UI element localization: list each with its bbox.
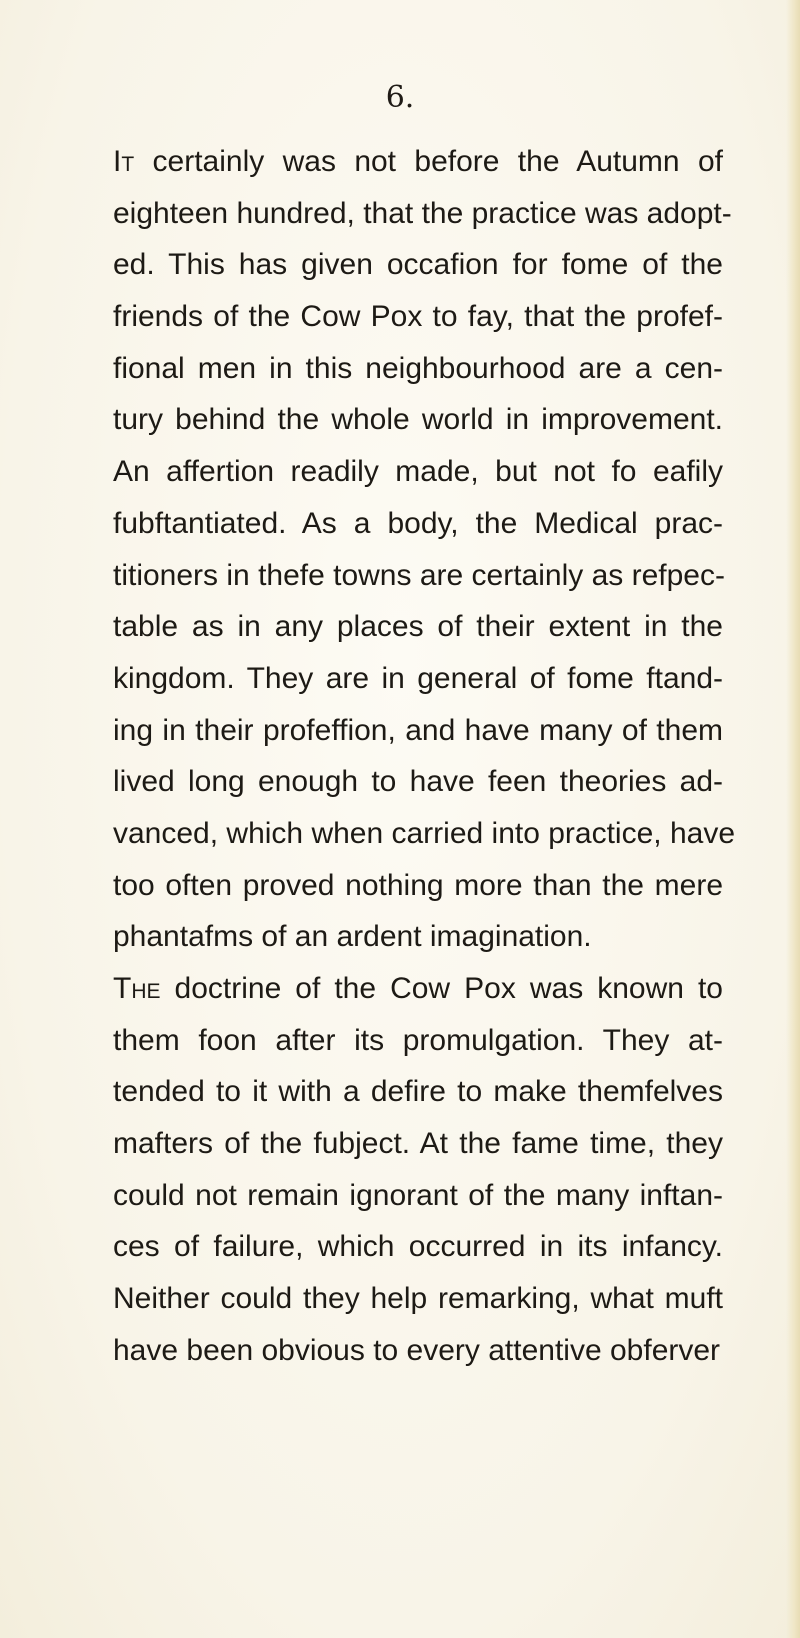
paragraph-1-line-9: titioners in thefe towns are certainly as refpec- <box>113 558 725 592</box>
paragraph-1-line-10: table as in any places of their extent in the <box>113 610 723 644</box>
paragraph-1-line-14: vanced, which when carried into practice, have <box>113 816 736 850</box>
page-edge-shadow <box>786 0 800 1638</box>
paragraph-1-line-6: tury behind the whole world in improvement. <box>113 403 723 437</box>
paragraph-1-line-11: kingdom. They are in general of fome ftand- <box>113 661 723 695</box>
paragraph-1-line-15: too often proved nothing more than the mere <box>113 868 723 902</box>
paragraph-1-line-12: ing in their profeffion, and have many of them <box>113 713 723 747</box>
page-number: 6. <box>385 80 415 115</box>
paragraph-2-line-4: mafters of the fubject. At the fame time, they <box>113 1127 723 1161</box>
paragraph-1-lead-word: It <box>113 145 135 178</box>
paragraph-1-line-3: ed. This has given occafion for fome of the <box>113 248 723 282</box>
paragraph-1-line-1: It certainly was not before the Autumn of <box>113 145 723 178</box>
paragraph-1-line-2: eighteen hundred, that the practice was adopt- <box>113 196 732 230</box>
paragraph-2-line-5: could not remain ignorant of the many inftan- <box>113 1178 723 1212</box>
paragraph-2-line-6: ces of failure, which occurred in its infancy. <box>113 1230 723 1264</box>
paragraph-2-line-3: tended to it with a defire to make themfelves <box>113 1075 723 1109</box>
paragraph-1-line-13: lived long enough to have feen theories ad- <box>113 765 723 799</box>
paragraph-1-line-16: phantafms of an ardent imagination. <box>113 920 592 954</box>
paragraph-2-line-1: The doctrine of the Cow Pox was known to <box>113 972 723 1005</box>
paragraph-1-line-4: friends of the Cow Pox to fay, that the profef- <box>113 300 723 334</box>
paragraph-2-line-2: them foon after its promulgation. They at- <box>113 1023 723 1057</box>
paragraph-1-line-7: An affertion readily made, but not fo eafily <box>113 455 723 489</box>
paragraph-2-lead-word: The <box>113 972 161 1005</box>
paragraph-2-line-8: have been obvious to every attentive obferver <box>113 1333 721 1367</box>
paragraph-1-line-5: fional men in this neighbourhood are a cen- <box>113 351 723 385</box>
body-text <box>113 136 736 1377</box>
paragraph-2-line-7: Neither could they help remarking, what muft <box>113 1282 723 1316</box>
paragraph-1-line-8: fubftantiated. As a body, the Medical prac- <box>113 506 723 540</box>
